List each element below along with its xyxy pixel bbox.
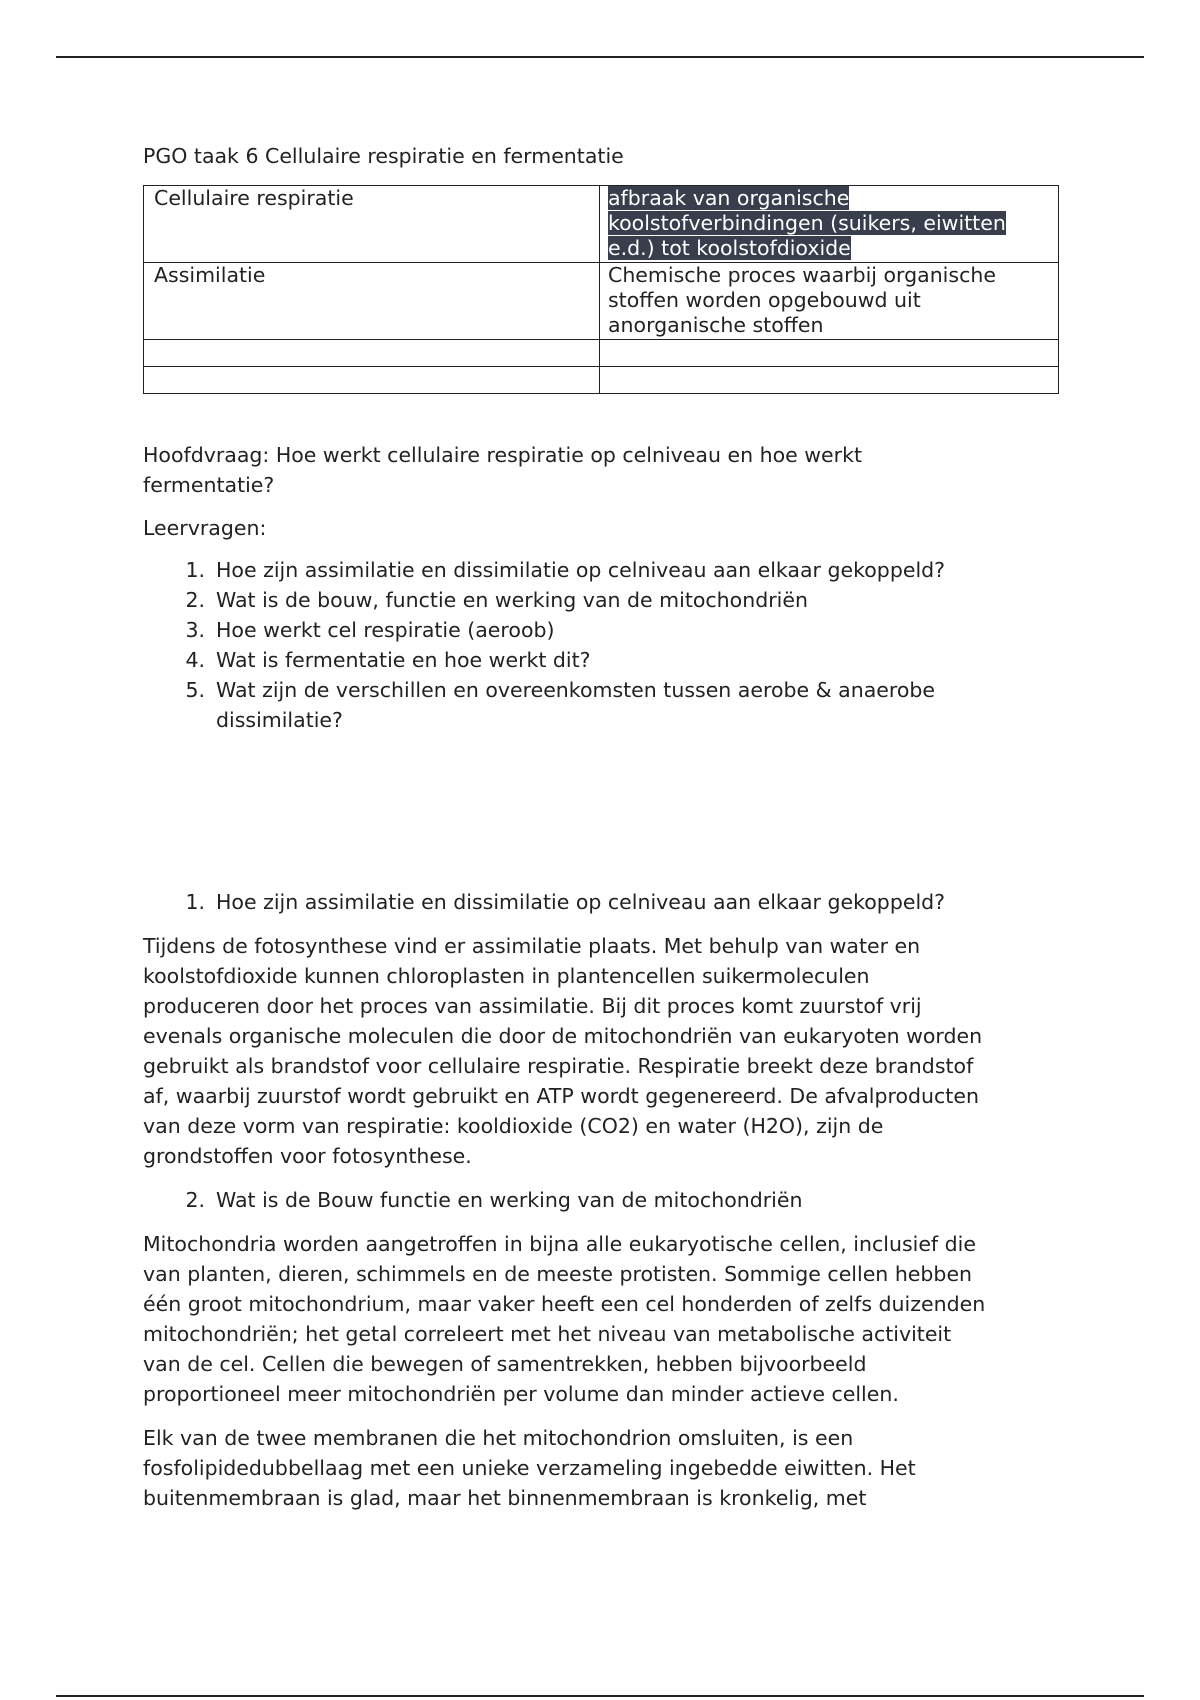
list-text: Wat is de bouw, functie en werking van de mitochondriën bbox=[216, 588, 808, 612]
empty-cell bbox=[600, 367, 1059, 394]
document-title: PGO taak 6 Cellulaire respiratie en fermentatie bbox=[143, 144, 624, 168]
list-text: Wat zijn de verschillen en overeenkomsten tussen aerobe & anaerobe dissimilatie? bbox=[216, 678, 936, 732]
list-text: Hoe werkt cel respiratie (aeroob) bbox=[216, 618, 555, 642]
section-2-paragraph-2 bbox=[143, 1423, 1063, 1513]
definition-cell bbox=[600, 263, 1059, 340]
list-item bbox=[143, 555, 1063, 585]
header-rule bbox=[56, 56, 1144, 58]
list-number: 1. bbox=[185, 558, 205, 582]
text-line: één groot mitochondrium, maar vaker heeft een cel honderden of zelfs duizenden bbox=[143, 1292, 986, 1316]
definition-line: stoffen worden opgebouwd uit bbox=[608, 288, 921, 312]
text-line: Mitochondria worden aangetroffen in bijna alle eukaryotische cellen, inclusief die bbox=[143, 1232, 976, 1256]
definition-line: Chemische proces waarbij organische bbox=[608, 263, 996, 287]
list-item bbox=[143, 645, 1063, 675]
text-line: van de cel. Cellen die bewegen of samentrekken, hebben bijvoorbeeld bbox=[143, 1352, 867, 1376]
text-line: koolstofdioxide kunnen chloroplasten in plantencellen suikermoleculen bbox=[143, 964, 870, 988]
highlighted-text: koolstofverbindingen (suikers, eiwitten bbox=[608, 211, 1006, 235]
main-question: Hoofdvraag: Hoe werkt cellulaire respiratie op celniveau en hoe werkt fermentatie? bbox=[143, 443, 862, 497]
text-line: Tijdens de fotosynthese vind er assimilatie plaats. Met behulp van water en bbox=[143, 934, 921, 958]
text-line: proportioneel meer mitochondriën per volume dan minder actieve cellen. bbox=[143, 1382, 899, 1406]
document-body bbox=[143, 141, 1063, 1513]
section-1-heading bbox=[143, 887, 1063, 917]
table-row bbox=[144, 186, 1059, 263]
list-text: Wat is fermentatie en hoe werkt dit? bbox=[216, 648, 591, 672]
section-number: 1. bbox=[185, 890, 205, 914]
text-line: grondstoffen voor fotosynthese. bbox=[143, 1144, 472, 1168]
highlighted-text: afbraak van organische bbox=[608, 186, 850, 210]
term-cell: Assimilatie bbox=[144, 263, 600, 340]
term-cell: Cellulaire respiratie bbox=[144, 186, 600, 263]
table-row bbox=[144, 340, 1059, 367]
text-line: buitenmembraan is glad, maar het binnenmembraan is kronkelig, met bbox=[143, 1486, 867, 1510]
text-line: van planten, dieren, schimmels en de meeste protisten. Sommige cellen hebben bbox=[143, 1262, 973, 1286]
definition-line: anorganische stoffen bbox=[608, 313, 824, 337]
list-text: Hoe zijn assimilatie en dissimilatie op celniveau aan elkaar gekoppeld? bbox=[216, 558, 946, 582]
list-item bbox=[143, 675, 1063, 735]
section-1-answer bbox=[143, 931, 1063, 1171]
highlighted-text: e.d.) tot koolstofdioxide bbox=[608, 236, 851, 260]
section-2-heading bbox=[143, 1185, 1063, 1215]
definition-cell bbox=[600, 186, 1059, 263]
list-number: 4. bbox=[185, 648, 205, 672]
text-line: mitochondriën; het getal correleert met het niveau van metabolische activiteit bbox=[143, 1322, 952, 1346]
table-row bbox=[144, 367, 1059, 394]
empty-cell bbox=[600, 340, 1059, 367]
text-line: evenals organische moleculen die door de mitochondriën van eukaryoten worden bbox=[143, 1024, 983, 1048]
text-line: fosfolipidedubbellaag met een unieke verzameling ingebedde eiwitten. Het bbox=[143, 1456, 916, 1480]
learning-questions-list bbox=[143, 555, 1063, 735]
list-number: 2. bbox=[185, 588, 205, 612]
text-line: van deze vorm van respiratie: kooldioxide (CO2) en water (H2O), zijn de bbox=[143, 1114, 884, 1138]
text-line: produceren door het proces van assimilatie. Bij dit proces komt zuurstof vrij bbox=[143, 994, 922, 1018]
text-line: Elk van de twee membranen die het mitochondrion omsluiten, is een bbox=[143, 1426, 854, 1450]
list-item bbox=[143, 615, 1063, 645]
section-2-paragraph-1 bbox=[143, 1229, 1063, 1409]
learning-questions-label: Leervragen: bbox=[143, 516, 267, 540]
list-number: 3. bbox=[185, 618, 205, 642]
empty-cell bbox=[144, 340, 600, 367]
list-number: 5. bbox=[185, 678, 205, 702]
section-title: Wat is de Bouw functie en werking van de mitochondriën bbox=[216, 1188, 803, 1212]
section-number: 2. bbox=[185, 1188, 205, 1212]
list-item bbox=[143, 585, 1063, 615]
section-title: Hoe zijn assimilatie en dissimilatie op celniveau aan elkaar gekoppeld? bbox=[216, 890, 946, 914]
text-line: gebruikt als brandstof voor cellulaire respiratie. Respiratie breekt deze brandstof bbox=[143, 1054, 974, 1078]
text-line: af, waarbij zuurstof wordt gebruikt en ATP wordt gegenereerd. De afvalproducten bbox=[143, 1084, 979, 1108]
table-row bbox=[144, 263, 1059, 340]
footer-rule bbox=[56, 1695, 1144, 1697]
terms-table bbox=[143, 185, 1059, 394]
empty-cell bbox=[144, 367, 600, 394]
